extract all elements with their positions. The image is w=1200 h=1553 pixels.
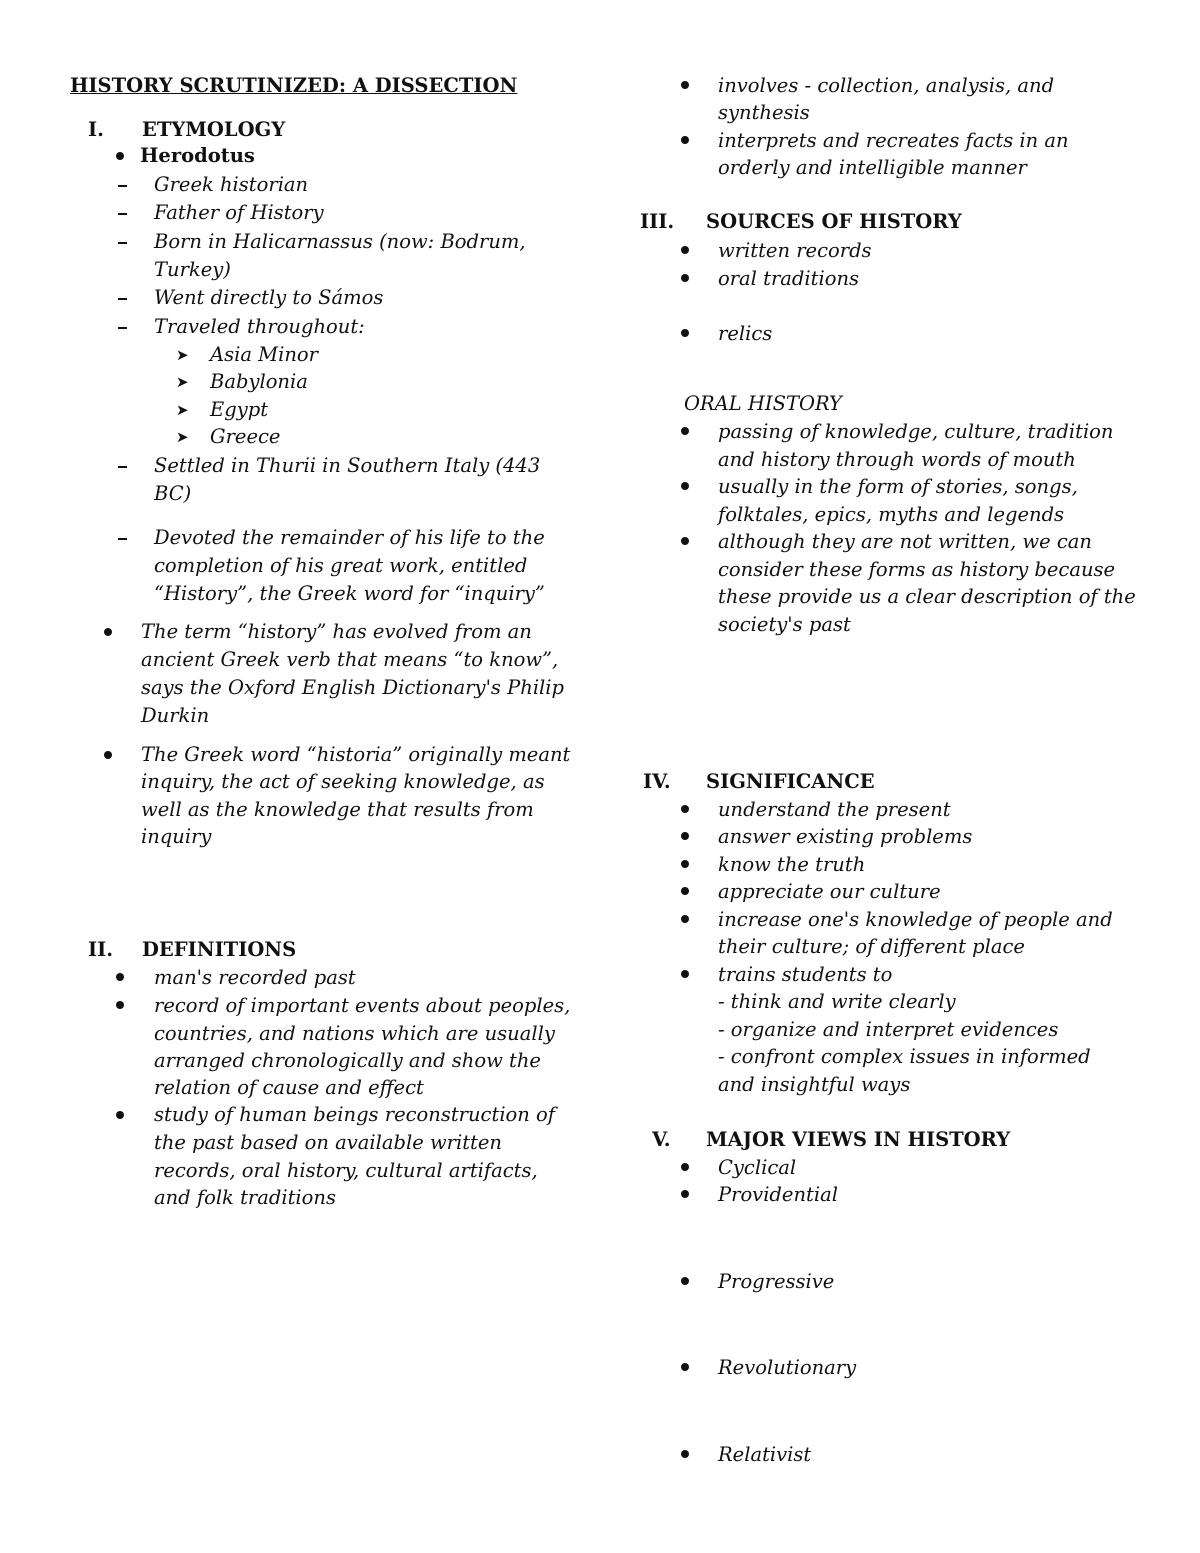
- fact-item: Traveled throughout:: [154, 315, 365, 338]
- place-item: Babylonia: [210, 370, 308, 393]
- definition-line: countries, and nations which are usually: [154, 1022, 555, 1045]
- bullet-icon: [681, 970, 689, 978]
- significance-line: their culture; of different place: [718, 935, 1025, 958]
- dash-icon: [118, 213, 127, 215]
- fact-item: Born in Halicarnassus (now: Bodrum,: [154, 230, 526, 253]
- bullet-icon: [681, 805, 689, 813]
- source-item: relics: [718, 322, 773, 345]
- bullet-icon: [681, 832, 689, 840]
- bullet-icon: [681, 246, 689, 254]
- section-1-heading: ETYMOLOGY: [142, 118, 286, 141]
- dash-icon: [118, 466, 127, 468]
- definition-line: arranged chronologically and show the: [154, 1049, 541, 1072]
- oral-history-line: society's past: [718, 613, 851, 636]
- definition-line: synthesis: [718, 101, 810, 124]
- significance-line: know the truth: [718, 853, 866, 876]
- arrow-bullet-icon: ➤: [176, 346, 189, 364]
- section-5-numeral: V.: [652, 1128, 671, 1151]
- oral-history-line: these provide us a clear description of the: [718, 585, 1136, 608]
- oral-history-line: although they are not written, we can: [718, 530, 1092, 553]
- bullet-icon: [104, 751, 112, 759]
- definition-line: the past based on available written: [154, 1131, 502, 1154]
- note-line: The Greek word “historia” originally meant: [141, 743, 571, 766]
- bullet-icon: [681, 915, 689, 923]
- section-4-numeral: IV.: [643, 770, 671, 793]
- note-line: ancient Greek verb that means “to know”,: [141, 648, 559, 671]
- fact-item: Greek historian: [154, 173, 309, 196]
- oral-history-line: passing of knowledge, culture, tradition: [718, 420, 1114, 443]
- view-item: Progressive: [718, 1270, 835, 1293]
- page-title: HISTORY SCRUTINIZED: A DISSECTION: [70, 74, 518, 97]
- dash-icon: [118, 298, 127, 300]
- fact-item: Settled in Thurii in Southern Italy (443: [154, 454, 541, 477]
- subject-herodotus: Herodotus: [140, 144, 255, 167]
- bullet-icon: [116, 1001, 124, 1009]
- dash-icon: [118, 327, 127, 329]
- oral-history-line: usually in the form of stories, songs,: [718, 475, 1078, 498]
- definition-line: man's recorded past: [154, 966, 356, 989]
- bullet-icon: [681, 1450, 689, 1458]
- significance-line: appreciate our culture: [718, 880, 941, 903]
- fact-item-continued: “History”, the Greek word for “inquiry”: [154, 582, 545, 605]
- arrow-bullet-icon: ➤: [176, 401, 189, 419]
- view-item: Relativist: [718, 1443, 812, 1466]
- bullet-icon: [681, 1363, 689, 1371]
- place-item: Egypt: [210, 398, 269, 421]
- bullet-icon: [681, 274, 689, 282]
- section-3-heading: SOURCES OF HISTORY: [706, 210, 962, 233]
- definition-line: and folk traditions: [154, 1186, 336, 1209]
- significance-line: - confront complex issues in informed: [718, 1045, 1091, 1068]
- definition-line: interprets and recreates facts in an: [718, 129, 1069, 152]
- note-line: well as the knowledge that results from: [141, 798, 534, 821]
- bullet-icon: [104, 628, 112, 636]
- source-item: oral traditions: [718, 267, 860, 290]
- note-line: says the Oxford English Dictionary's Philip: [141, 676, 565, 699]
- source-item: written records: [718, 239, 872, 262]
- dash-icon: [118, 538, 127, 540]
- dash-icon: [118, 185, 127, 187]
- note-line: Durkin: [141, 704, 210, 727]
- place-item: Asia Minor: [210, 343, 318, 366]
- significance-line: - think and write clearly: [718, 990, 956, 1013]
- section-3-numeral: III.: [640, 210, 675, 233]
- bullet-icon: [681, 1190, 689, 1198]
- note-line: inquiry, the act of seeking knowledge, as: [141, 770, 545, 793]
- arrow-bullet-icon: ➤: [176, 373, 189, 391]
- fact-item: Father of History: [154, 201, 324, 224]
- section-5-heading: MAJOR VIEWS IN HISTORY: [706, 1128, 1011, 1151]
- bullet-icon: [681, 329, 689, 337]
- bullet-icon: [116, 152, 124, 160]
- bullet-icon: [116, 973, 124, 981]
- oral-history-line: and history through words of mouth: [718, 448, 1076, 471]
- arrow-bullet-icon: ➤: [176, 428, 189, 446]
- fact-item: Devoted the remainder of his life to the: [154, 526, 545, 549]
- bullet-icon: [681, 1163, 689, 1171]
- bullet-icon: [681, 887, 689, 895]
- view-item: Revolutionary: [718, 1356, 857, 1379]
- significance-line: trains students to: [718, 963, 893, 986]
- definition-line: involves - collection, analysis, and: [718, 74, 1055, 97]
- section-4-heading: SIGNIFICANCE: [706, 770, 875, 793]
- bullet-icon: [116, 1111, 124, 1119]
- note-line: inquiry: [141, 825, 212, 848]
- section-1-numeral: I.: [88, 118, 104, 141]
- fact-item-continued: completion of his great work, entitled: [154, 554, 528, 577]
- bullet-icon: [681, 427, 689, 435]
- oral-history-line: consider these forms as history because: [718, 558, 1116, 581]
- fact-item: Went directly to Sámos: [154, 286, 384, 309]
- bullet-icon: [681, 537, 689, 545]
- significance-line: understand the present: [718, 798, 951, 821]
- definition-line: orderly and intelligible manner: [718, 156, 1027, 179]
- view-item: Cyclical: [718, 1156, 797, 1179]
- definition-line: relation of cause and effect: [154, 1076, 424, 1099]
- oral-history-label: ORAL HISTORY: [684, 392, 842, 415]
- definition-line: study of human beings reconstruction of: [154, 1103, 556, 1126]
- dash-icon: [118, 242, 127, 244]
- bullet-icon: [681, 81, 689, 89]
- section-2-numeral: II.: [88, 938, 114, 961]
- view-item: Providential: [718, 1183, 838, 1206]
- definition-line: record of important events about peoples,: [154, 994, 571, 1017]
- significance-line: and insightful ways: [718, 1073, 911, 1096]
- place-item: Greece: [210, 425, 281, 448]
- section-2-heading: DEFINITIONS: [142, 938, 297, 961]
- significance-line: - organize and interpret evidences: [718, 1018, 1059, 1041]
- note-line: The term “history” has evolved from an: [141, 620, 532, 643]
- bullet-icon: [681, 1277, 689, 1285]
- fact-item-continued: BC): [154, 482, 192, 505]
- fact-item-continued: Turkey): [154, 258, 231, 281]
- significance-line: increase one's knowledge of people and: [718, 908, 1113, 931]
- oral-history-line: folktales, epics, myths and legends: [718, 503, 1065, 526]
- bullet-icon: [681, 482, 689, 490]
- bullet-icon: [681, 136, 689, 144]
- significance-line: answer existing problems: [718, 825, 973, 848]
- definition-line: records, oral history, cultural artifacts,: [154, 1159, 538, 1182]
- bullet-icon: [681, 860, 689, 868]
